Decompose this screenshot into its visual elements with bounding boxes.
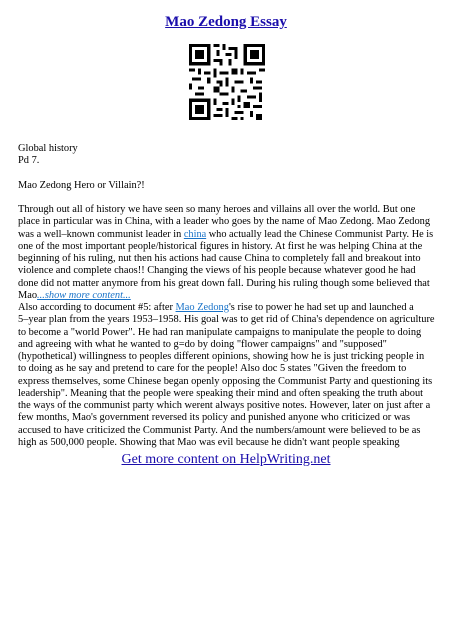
text-line [18, 302, 436, 314]
text-line: and agreeing with what he wanted to g=do by doing "flower campaigns" and "supposed" [18, 338, 387, 350]
text-line: violence and complete chaos!! Changing the views of his people because whatever good he had [18, 265, 416, 277]
show-more-link[interactable]: ...show more content... [37, 289, 131, 301]
text-line [18, 229, 436, 241]
text-line: 5–year plan from the years 1953–1958. His goal was to get rid of China's dependence on agriculture [18, 314, 435, 326]
text-line: express themselves, some Chinese began openly opposing the Communist Party and questioning its [18, 375, 433, 387]
text-line: to become a "world Power". He had ran manipulate campaigns to manipulate the people to doing [18, 326, 422, 338]
text-line: the ways of the communist party which werent always positive notes. However, later on just after a [18, 400, 431, 411]
text-line: (hypothetical) willingness to peoples different opinions, showing how he is just tricking people in [18, 351, 425, 362]
text-line: high as 500,000 people. Showing that Mao was evil because he didn't want people speaking [18, 436, 400, 448]
text-line: beginning of his ruling, nut then his actions had cause China to completely fall and breakout into [18, 253, 421, 264]
page-title[interactable]: Mao Zedong Essay [165, 14, 287, 30]
text-segment: 's rise to power he had set up and launched a [228, 302, 414, 313]
text-line: few months, Mao's government reversed its policy and punished anyone who criticized or was [18, 412, 410, 424]
text-line: done did not matter anymore from his great down fall. During his ruling though some believed that [18, 277, 430, 289]
text-line: leadership". Meaning that the people were speaking their mind and often speaking the truth about [18, 387, 424, 399]
text-line: accused to have criticized the Communist Party. And the numbers/amount were believed to be as [18, 424, 421, 436]
text-line: Through out all of history we have seen so many heroes and villains all over the world. But one [18, 204, 416, 215]
text-segment: Mao [18, 289, 38, 301]
period-label: Pd 7. [18, 155, 40, 167]
get-more-content-link[interactable]: Get more content on HelpWriting.net [121, 452, 331, 467]
text-line: one of the most important people/historical figures in history. At first he was helping China at the [18, 240, 423, 252]
essay-title: Mao Zedong Hero or Villain?! [18, 180, 145, 191]
text-segment: Also according to document #5: after [18, 302, 176, 313]
text-line: to doing as he say and pretend to care for the people! Also doc 5 states "Given the freedom to [18, 363, 407, 375]
essay-body [18, 204, 436, 449]
qr-code-icon [189, 44, 265, 120]
text-segment: who actually lead the Chinese Communist Party. He is [206, 228, 434, 240]
header-meta [18, 143, 78, 167]
text-line [18, 290, 436, 302]
subject-label: Global history [18, 143, 78, 154]
china-link[interactable]: china [183, 228, 207, 240]
text-segment: was a well–known communist leader in [18, 228, 184, 240]
mao-zedong-link[interactable]: Mao Zedong [175, 302, 229, 313]
text-line: place in particular was in China, with a leader who goes by the name of Mao Zedong. Mao Zedong [18, 216, 431, 228]
